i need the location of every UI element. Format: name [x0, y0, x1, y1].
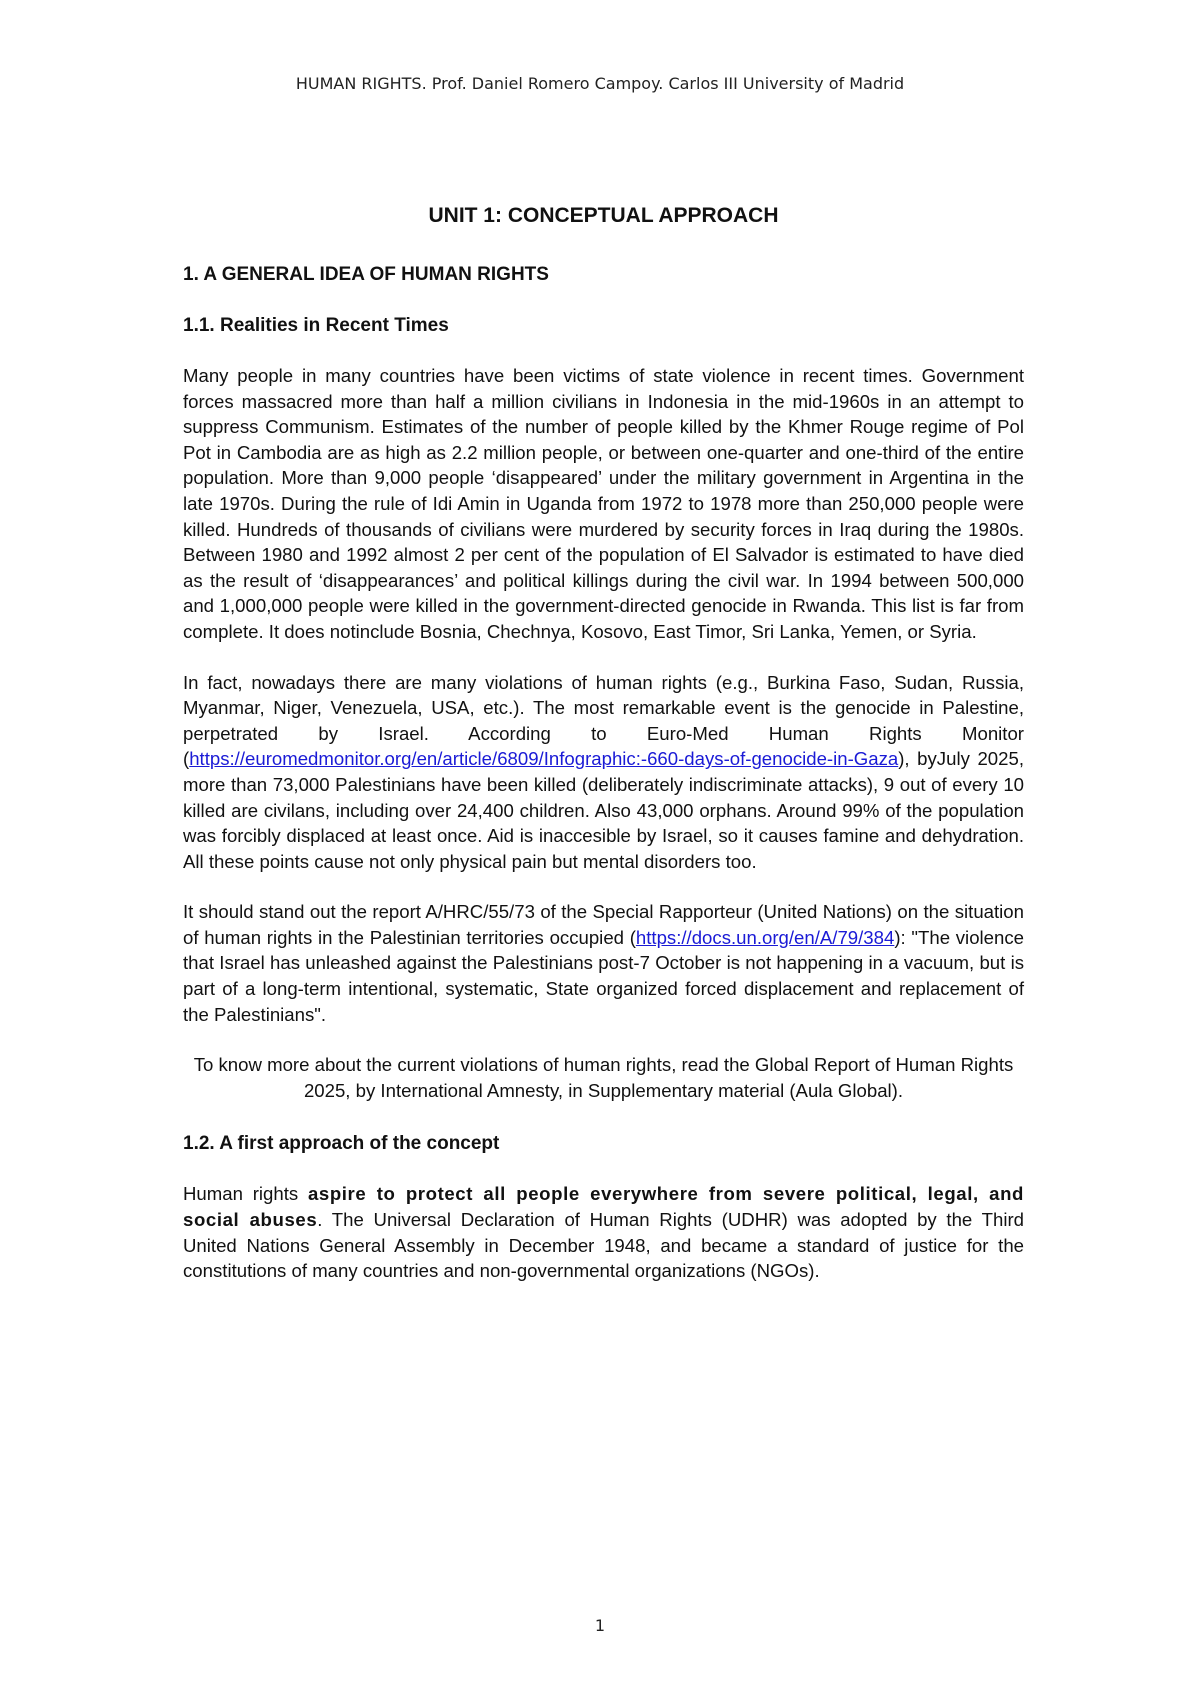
paragraph-un-report	[183, 899, 1024, 1027]
running-header: HUMAN RIGHTS. Prof. Daniel Romero Campoy. Carlos III University of Madrid	[295, 74, 905, 93]
page-number: 1	[594, 1616, 606, 1635]
paragraph-recent-violence: Many people in many countries have been victims of state violence in recent times. Government forces massacred more than half a million civilians in Indonesia in the mid-1960s in an attempt to suppress Communism. Estimates of the number of people killed by the Khmer Rouge regime of Pol Pot in Cambodia are as high as 2.2 million people, or between one-quarter and one-third of the entire population. More than 9,000 people ‘disappeared’ under the military government in Argentina in the late 1970s. During the rule of Idi Amin in Uganda from 1972 to 1978 more than 250,000 people were killed. Hundreds of thousands of civilians were murdered by security forces in Iraq during the 1980s. Between 1980 and 1992 almost 2 per cent of the population of El Salvador is estimated to have died as the result of ‘disappearances’ and political killings during the civil war. In 1994 between 500,000 and 1,000,000 people were killed in the government-directed genocide in Rwanda. This list is far from complete. It does notinclude Bosnia, Chechnya, Kosovo, East Timor, Sri Lanka, Yemen, or Syria.	[183, 365, 1024, 642]
unit-title: UNIT 1: CONCEPTUAL APPROACH	[428, 204, 779, 227]
paragraph-concept	[183, 1181, 1024, 1283]
subsection-heading-1-1: 1.1. Realities in Recent Times	[183, 315, 449, 336]
document-body	[183, 203, 1024, 1309]
un-docs-link[interactable]: https://docs.un.org/en/A/79/384	[635, 926, 895, 948]
euromed-monitor-link[interactable]: https://euromedmonitor.org/en/article/6809/Infographic:-660-days-of-genocide-in-Gaza	[189, 748, 899, 770]
paragraph-text: ): "The violence that Israel has unleashed against the Palestinians post-7 October is not happening in a vacuum, but is part of a long-term intentional, systematic, State organized forced displacement and replacement of the Palestinians".	[183, 926, 1024, 1025]
subsection-heading-1-2: 1.2. A first approach of the concept	[183, 1133, 500, 1155]
bold-definition: aspire to protect all people everywhere from severe political, legal, and social abuses	[183, 1183, 1024, 1231]
paragraph-text: . The Universal Declaration of Human Rights (UDHR) was adopted by the Third United Nations General Assembly in December 1948, and became a standard of justice for the constitutions of many countries and non-governmental organizations (NGOs).	[183, 1209, 1024, 1282]
section-heading: 1. A GENERAL IDEA OF HUMAN RIGHTS	[183, 264, 549, 285]
paragraph-current-violations	[183, 670, 1024, 875]
paragraph-text: Human rights	[183, 1183, 308, 1205]
paragraph-text: ), byJuly 2025, more than 73,000 Palestinians have been killed (deliberately indiscriminate attacks), 9 out of every 10 killed are civilans, including over 24,400 children. Also 43,000 orphans. Around 99% of the population was forcibly displaced at least once. Aid is inaccesible by Israel, so it causes famine and dehydration. All these points cause not only physical pain but mental disorders too.	[183, 748, 1024, 872]
supplementary-note: To know more about the current violations of human rights, read the Global Report of Human Rights 2025, by International Amnesty, in Supplementary material (Aula Global).	[193, 1054, 1014, 1101]
paragraph-text: In fact, nowadays there are many violations of human rights (e.g., Burkina Faso, Sudan, Russia, Myanmar, Niger, Venezuela, USA, etc.). The most remarkable event is the genocide in Palestine, perpetrated by Israel. According to Euro-Med Human Rights Monitor (	[183, 671, 1024, 770]
paragraph-text: It should stand out the report A/HRC/55/73 of the Special Rapporteur (United Nations) on the situation of human rights in the Palestinian territories occupied (	[183, 901, 1024, 948]
